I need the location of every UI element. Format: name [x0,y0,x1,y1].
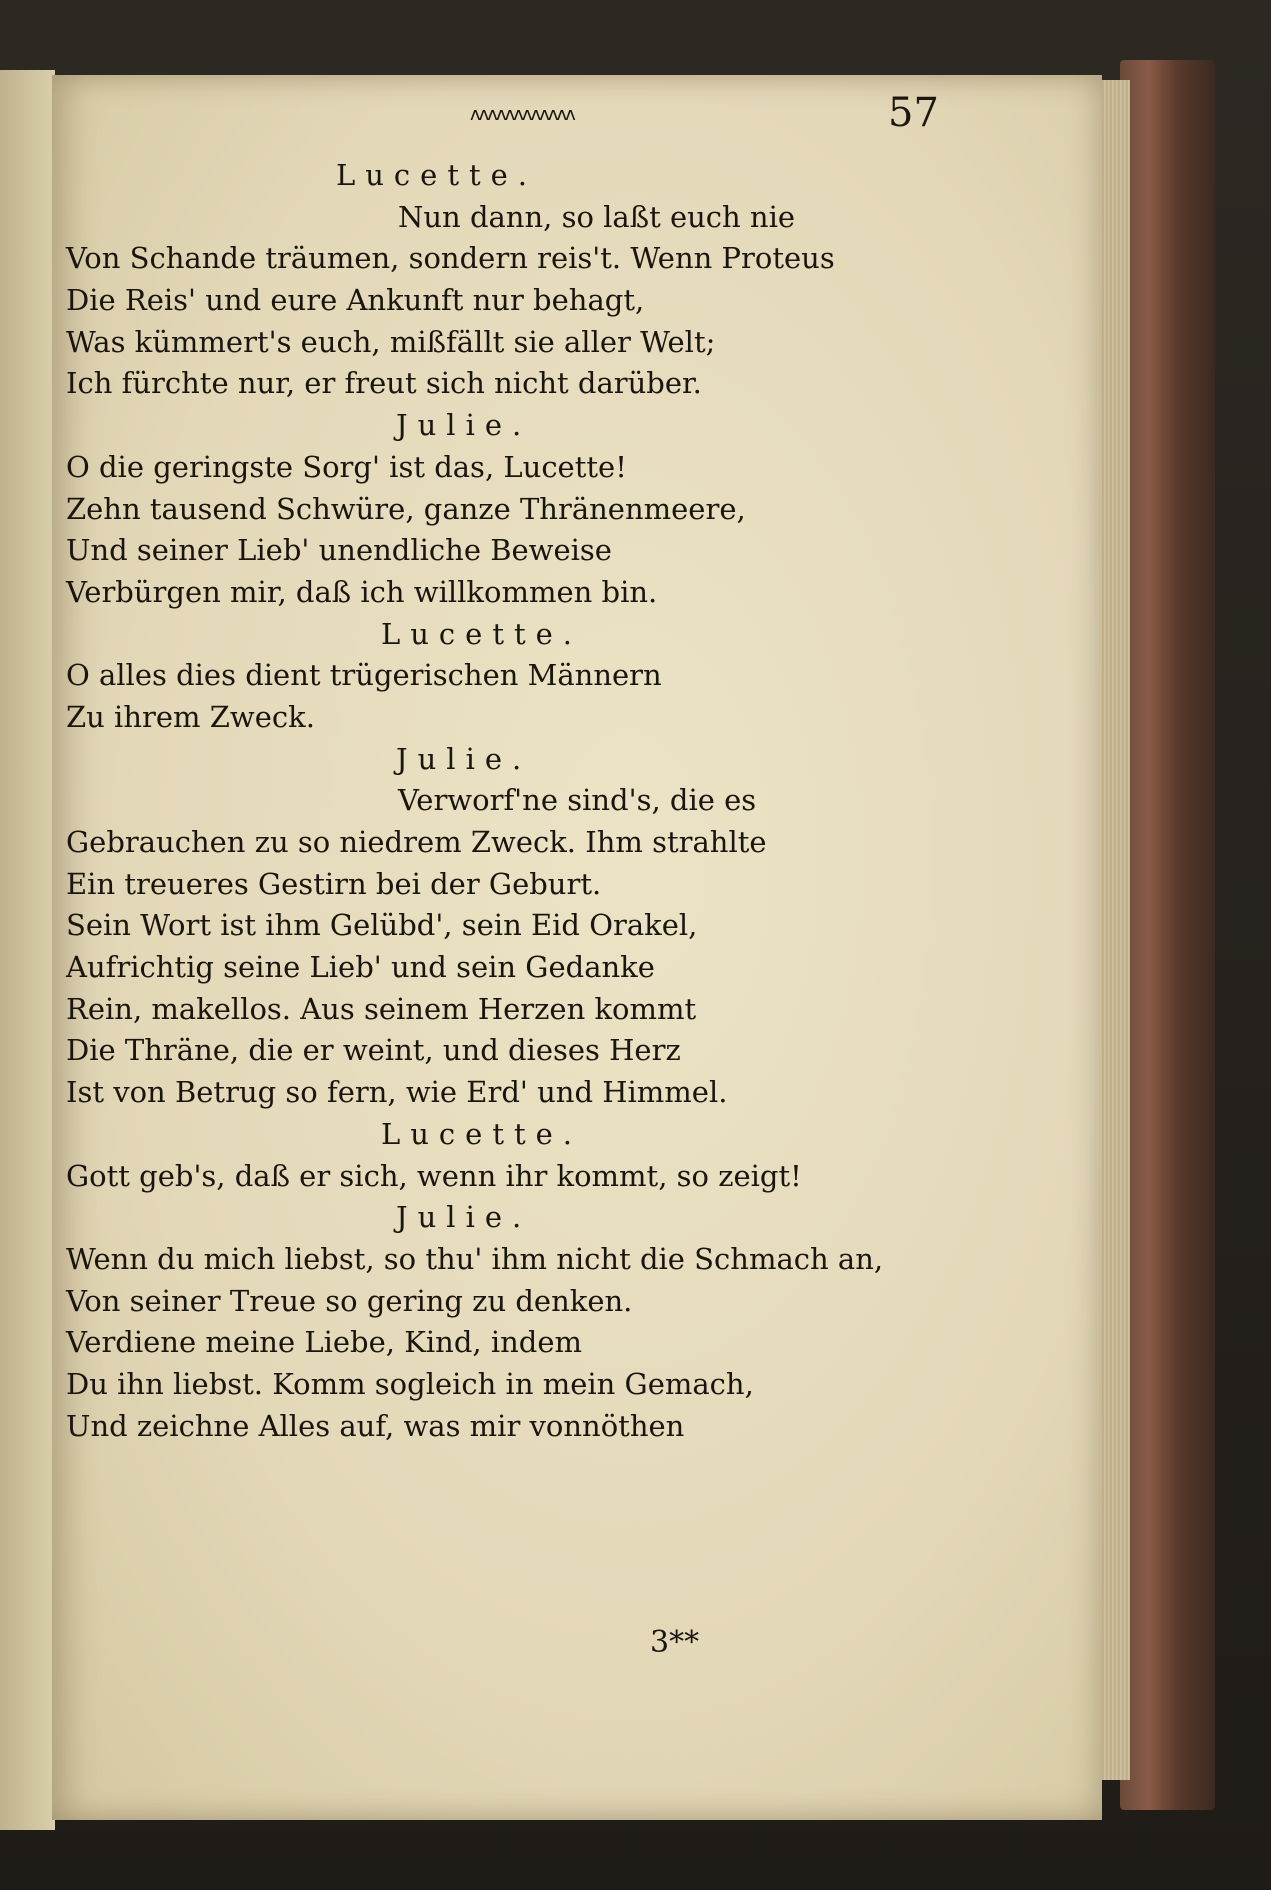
verse-line: Ein treueres Gestirn bei der Geburt. [66,866,602,901]
speaker-name: Lucette. [381,1116,583,1151]
verse-line: Von Schande träumen, sondern reis't. Wenn Proteus [66,241,835,276]
verse-line: Die Reis' und eure Ankunft nur behagt, [66,283,645,318]
verse-line: Verdiene meine Liebe, Kind, indem [66,1325,583,1360]
verse-line: Verbürgen mir, daß ich willkommen bin. [66,574,658,609]
page-number: 57 [888,90,939,136]
verse-line: Du ihn liebst. Komm sogleich in mein Gemach, [66,1366,754,1401]
verse-line: Und zeichne Alles auf, was mir vonnöthen [66,1408,685,1443]
verse-line: Ich fürchte nur, er freut sich nicht darüber. [66,366,702,401]
book-cover-edge [1120,60,1215,1810]
verse-line: Sein Wort ist ihm Gelübd', sein Eid Orakel, [66,908,698,943]
verse-line: Von seiner Treue so gering zu denken. [66,1283,633,1318]
verse-line: Was kümmert's euch, mißfällt sie aller Welt; [66,324,716,359]
header-ornament: ᴧᴧᴧᴧᴧᴧᴧᴧᴧᴧᴧᴧ [470,105,574,125]
verse-line: Gebrauchen zu so niedrem Zweck. Ihm strahlte [66,825,767,859]
verse-line: Zu ihrem Zweck. [66,699,315,734]
verse-line: Und seiner Lieb' unendliche Beweise [66,533,612,568]
signature-mark: 3** [650,1625,700,1660]
speaker-name: Lucette. [336,158,538,192]
verse-line: O alles dies dient trügerischen Männern [66,658,662,693]
verse-line: Aufrichtig seine Lieb' und sein Gedanke [66,950,655,985]
verse-line: O die geringste Sorg' ist das, Lucette! [66,449,627,484]
verse-line: Zehn tausend Schwüre, ganze Thränenmeere, [66,491,746,526]
verse-line: Die Thräne, die er weint, und dieses Herz [66,1033,681,1068]
verse-line: Gott geb's, daß er sich, wenn ihr kommt, so zeigt! [66,1158,802,1193]
verse-line: Rein, makellos. Aus seinem Herzen kommt [66,991,697,1026]
speaker-name: Julie. [396,1200,532,1235]
verse-line: Wenn du mich liebst, so thu' ihm nicht die Schmach an, [66,1241,884,1276]
play-text [66,155,966,1447]
speaker-name: Julie. [396,741,532,776]
verse-line: Ist von Betrug so fern, wie Erd' und Himmel. [66,1075,728,1110]
previous-page-edge [0,70,55,1830]
verse-line: Verworf'ne sind's, die es [398,783,757,818]
speaker-name: Lucette. [381,616,583,651]
verse-line: Nun dann, so laßt euch nie [398,199,796,234]
speaker-name: Julie. [396,408,532,443]
